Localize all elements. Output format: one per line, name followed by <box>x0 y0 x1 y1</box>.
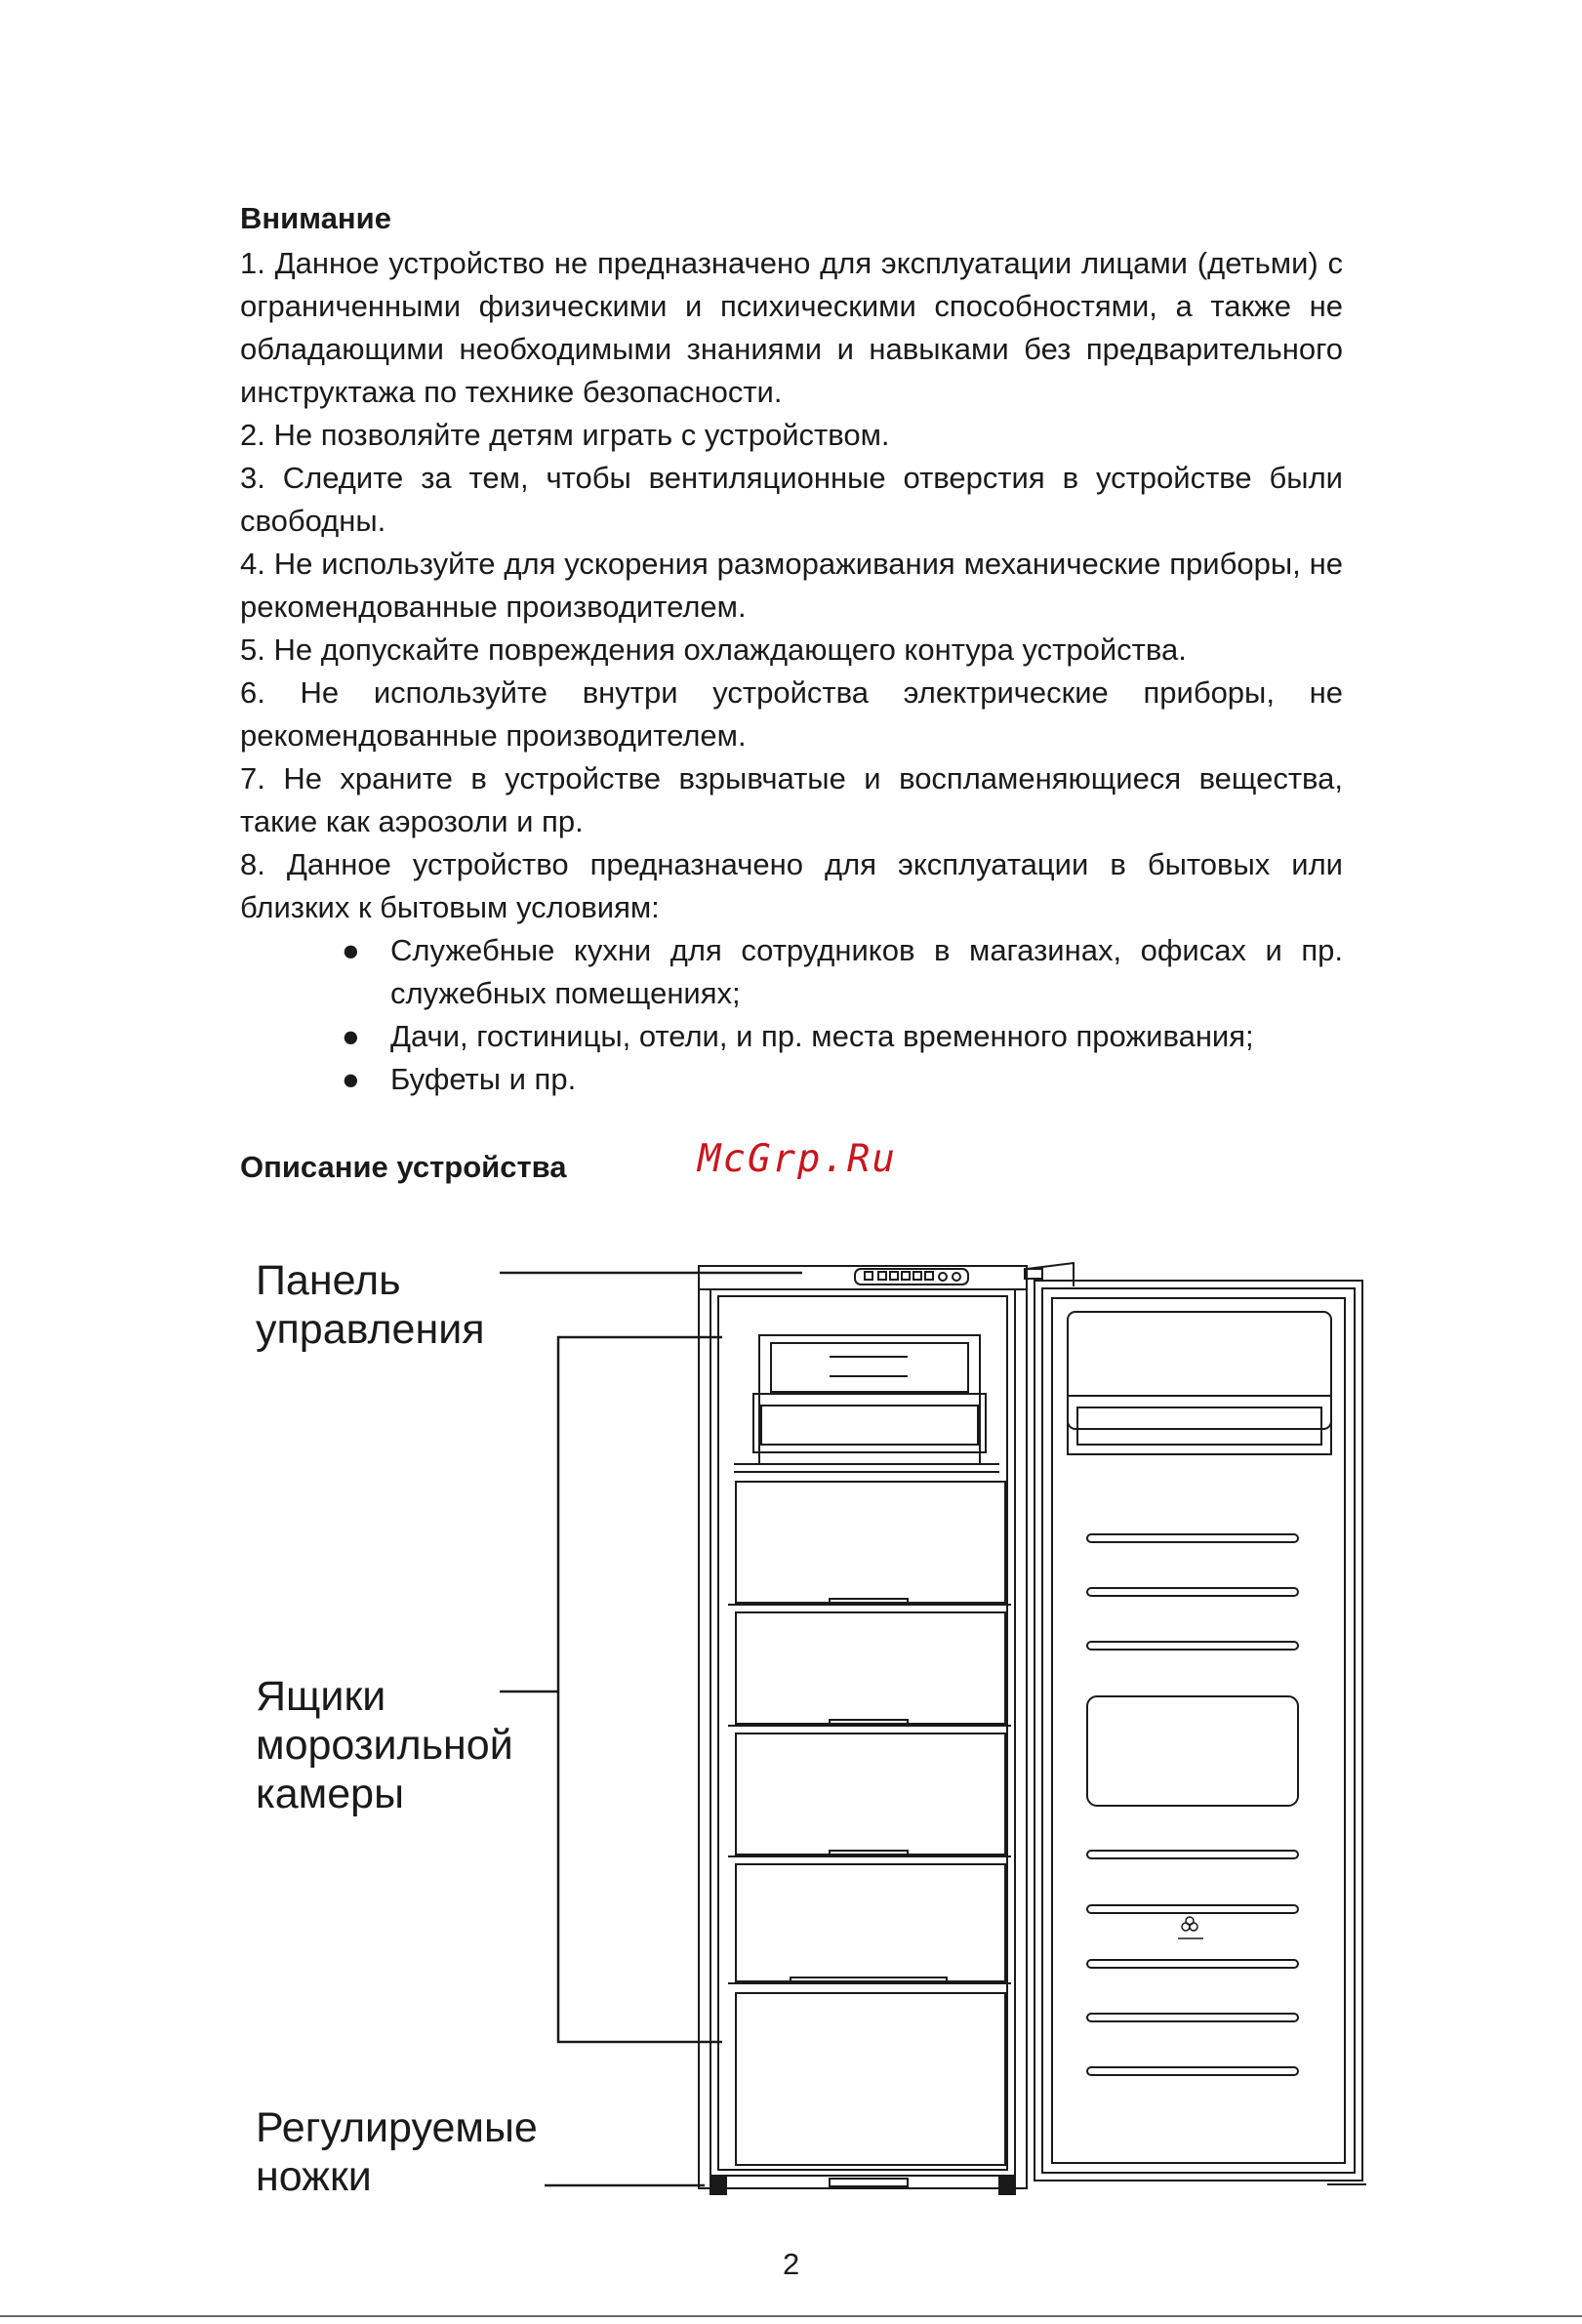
bullet-text: Буфеты и пр. <box>390 1062 577 1096</box>
warning-item-4: 4. Не используйте для ускорения размораживания механические приборы, не рекомендованные производителем. <box>240 547 1343 624</box>
bullet-icon: ● <box>342 1019 360 1053</box>
warning-item-2: 2. Не позволяйте детям играть с устройством. <box>240 418 890 452</box>
warning-item-5: 5. Не допускайте повреждения охлаждающего контура устройства. <box>240 632 1187 667</box>
page-number: 2 <box>783 2247 800 2281</box>
bullet-icon: ● <box>342 1062 360 1096</box>
warning-item-6: 6. Не используйте внутри устройства электрические приборы, не рекомендованные производителем. <box>240 675 1343 753</box>
warning-item-3: 3. Следите за тем, чтобы вентиляционные отверстия в устройстве были свободны. <box>240 461 1343 538</box>
bullet-text: Дачи, гостиницы, отели, и пр. места временного проживания; <box>390 1019 1254 1053</box>
warning-item-7: 7. Не храните в устройстве взрывчатые и воспламеняющиеся вещества, такие как аэрозоли и пр. <box>240 761 1343 838</box>
warning-item-8: 8. Данное устройство предназначено для эксплуатации в бытовых или близких к бытовым условиям: <box>240 847 1343 924</box>
watermark: McGrp.Ru <box>698 1137 897 1181</box>
label-adjustable-feet: Регулируемые ножки <box>256 2104 538 2200</box>
callout-bracket-drawers <box>558 1337 722 2042</box>
bullet-text: Служебные кухни для сотрудников в магазинах, офисах и пр. служебных помещениях; <box>390 933 1343 1010</box>
freezer-door <box>1025 1263 1366 2184</box>
bullet-icon: ● <box>342 933 360 967</box>
description-title: Описание устройства <box>240 1150 567 1184</box>
snowflake-icon <box>1178 1917 1203 1938</box>
bottom-divider <box>0 2315 1582 2317</box>
freezer-cabinet <box>699 1266 1027 2194</box>
label-control-panel: Панель управления <box>256 1257 485 1353</box>
label-freezer-drawers: Ящики морозильной камеры <box>256 1673 513 1817</box>
warning-item-1: 1. Данное устройство не предназначено для эксплуатации лицами (детьми) с ограниченными физическими и психическими способностями, а также не обладающими необходимыми знаниями и навыками без предварительного инструктажа по технике безопасности. <box>240 246 1343 409</box>
warning-title: Внимание <box>240 201 391 235</box>
